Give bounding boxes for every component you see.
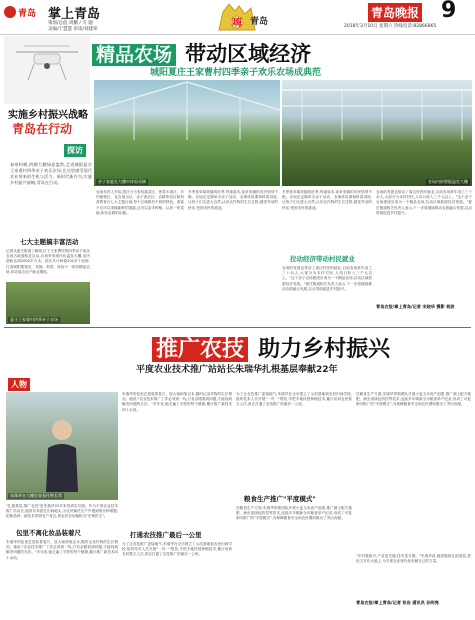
masthead-bar (0, 0, 475, 35)
story1-headline-green: 精品农场 (92, 44, 176, 66)
farm-small-photo (6, 282, 90, 324)
story2-col5: 在粮食生产方面,朱瑞华带领团队开展小麦玉米高产创建,推广测土配方施肥、病虫害绿色防控等技术,连续多年刷新全市粮食单产纪录,形成了可复制可推广的"平度模式",为保障粮食安全和农民增收做出了突出贡献。 (356, 392, 471, 407)
story2-intro: "扎根基层,推广农技"是朱瑞华22年来的真实写照。作为平度农业技术推广站站长,她常年奔波在田间地头,为农民解决生产中遇到的各种难题,把新品种、新技术带到农户身边,被农民亲切地称为"庄稼医生"。 (6, 504, 118, 519)
story2-col3b: 为了让农技推广更接地气,朱瑞华在全市建立了示范基地和农民田间学校,组织技术人员开展"一对一"帮扶,手把手地传授种植技术,累计培训农民数万人次,真正打通了农技推广的最后一公里。 (236, 392, 352, 407)
portrait-photo (6, 392, 118, 500)
editor-line-2: 美编/于慧慧 审读/刘建荣 (48, 27, 98, 32)
story2-headline-red: 推广农技 (152, 337, 248, 362)
story1-byline: 青岛农报/掌上青岛/记者 宋晓华 摄影 杨波 (376, 304, 455, 309)
paper-name: 青岛晚报 (368, 3, 422, 22)
story1-subheadline: 城阳夏庄王家曹村四季亲子欢乐农场成典范 (150, 68, 322, 78)
person-icon (6, 392, 118, 500)
story1-tag: 探访 (64, 144, 86, 157)
story1-col2: 农场负责人介绍,园区分为有机蔬菜区、热带水果区、多肉植物区、花卉展示区、亲子游乐区、农耕体验区和科普教育区七大主题区域,每个区域都有不同的特色。游客不仅可以采摘新鲜的果蔬,还可以亲手种植、认养一块菜地,体验农耕的乐趣。 (96, 190, 184, 215)
app-logo[interactable] (4, 5, 42, 20)
app-name: 青岛 (18, 9, 37, 19)
story2-byline: 青岛农报/掌上青岛/记者 张岩 通讯员 孙明亮 (356, 600, 439, 605)
date-line: 2018年3月10日 星期六 热线电话:82866865 (344, 24, 437, 29)
greenhouse-photo-1-caption: 亲子家庭在大棚中体验采摘 (98, 179, 146, 184)
masthead-title: 掌上青岛 (48, 7, 101, 22)
app-logo-icon (4, 6, 16, 18)
story1-intro: 春寒料峭,两侧大棚绿意盎然,走进城阳夏庄王家曹村四季亲子欢乐农场,在这里感受现代农业带来的生机与活力。新时代新作为,实施乡村振兴战略,青岛在行动。 (10, 162, 92, 185)
section-name: 青岛 (250, 17, 269, 27)
story1-section-head-2: 拉动经济带动村民就业 (290, 255, 355, 263)
story2-subheadline: 平度农业技术推广站站长朱瑞华扎根基层奉献22年 (136, 365, 338, 375)
story2-headline (152, 332, 391, 362)
side-title-1: 实施乡村振兴战略 (8, 110, 88, 121)
farm-small-photo-caption: 夏庄王家曹村四季亲子农场 (10, 317, 58, 322)
story1-headline-black: 带动区域经济 (185, 42, 312, 66)
section-badge-char: 嗨 (232, 18, 242, 29)
greenhouse-photo-1 (94, 80, 280, 186)
drone-icon (4, 36, 90, 104)
story1-section-head: 七大主题搞丰富活动 (20, 238, 79, 246)
story1-col3: 冬季是草莓采摘的旺季,每逢周末,前来采摘的市民络绎不绝。农场还定期举办亲子活动、农事体验课和科普讲座,让孩子们走进大自然,认识农作物的生长过程,感受劳动的快乐,受到市民的欢迎。 (188, 190, 278, 210)
greenhouse-frame-icon (94, 80, 280, 186)
story2-col4: 在粮食生产方面,朱瑞华带领团队开展小麦玉米高产创建,推广测土配方施肥、病虫害绿色防控等技术,连续多年刷新全市粮食单产纪录,形成了可复制可推广的"平度模式",为保障粮食安全和农民增收做出了突出贡献。 (236, 506, 352, 521)
story2-col2: 朱瑞华的包里总是装着卷尺、放大镜和笔记本,随时记录作物的生长情况。她说:"农业技术推广工作必须到一线,只有亲眼看到问题,才能找到解决问题的办法。"多年来,她走遍了平度的每个镇街,累计推广新技术四十余项。 (6, 540, 118, 560)
story2-tag: 人物 (8, 378, 30, 391)
story2-section-head-2: 打通农技推广最后一公里 (130, 531, 202, 539)
story2-section-head-3: 粮食生产推广"平度模式" (244, 495, 316, 503)
story2-col2b: 朱瑞华的包里总是装着卷尺、放大镜和笔记本,随时记录作物的生长情况。她说:"农业技术推广工作必须到一线,只有亲眼看到问题,才能找到解决问题的办法。"多年来,她走遍了平度的每个镇街,累计推广新技术四十余项。 (122, 392, 232, 412)
portrait-photo-caption: 朱瑞华在大棚里查看作物长势 (10, 493, 62, 498)
greenhouse-photo-2 (282, 80, 472, 186)
story2-col3: 为了让农技推广更接地气,朱瑞华在全市建立了示范基地和农民田间学校,组织技术人员开展"一对一"帮扶,手把手地传授种植技术,累计培训农民数万人次,真正打通了农技推广的最后一公里。 (122, 542, 232, 557)
story1-col5: 农场的发展也带动了周边村民的就业,目前农场常年用工三十余人,大部分为本村村民,人均月收入三千元以上。"这个亲子农场建成后成为一个精品农场,拉动区域旅游经济发展。"夏庄街道相关负责人表示,下一步将继续推动农旅融合发展,以点带面促进乡村振兴。 (376, 190, 472, 215)
side-title-2: 青岛在行动 (12, 122, 73, 136)
story2-headline-black: 助力乡村振兴 (258, 337, 391, 362)
drone-photo (4, 36, 90, 104)
story1-col4-a: 冬季是草莓采摘的旺季,每逢周末,前来采摘的市民络绎不绝。农场还定期举办亲子活动、农事体验课和科普讲座,让孩子们走进大自然,认识农作物的生长过程,感受劳动的快乐,受到市民的欢迎。 (282, 190, 372, 210)
story2-col5b: "乡村要振兴,产业是关键,技术是支撑。"朱瑞华说,她将继续扎根基层,把论文写在大地上,为平度农业现代化贡献自己的力量。 (356, 554, 471, 564)
greenhouse-photo-2-caption: 农场内的智能温室大棚 (428, 179, 468, 184)
page-number: 9 (441, 0, 457, 23)
story1-headline (92, 38, 312, 66)
story1-col1: 记者从夏庄街道了解到,位于王家曹村的四季亲子欢乐农场占地面积近百亩,农场采用现代化温室大棚,室内面积达到2000平方米。园区共计种植200多个品种,打造城阳集观光、采摘、科普、休闲于一体的精品农场,带动周边农户就业增收。 (6, 249, 90, 274)
story2-section-head: 包里不离化妆品装着尺 (16, 529, 81, 537)
editor-line-1: 策划/总值 周鹏 / 专 题 (48, 21, 93, 26)
story1-col4: 农场的发展也带动了周边村民的就业,目前农场常年用工三十余人,大部分为本村村民,人均月收入三千元以上。"这个亲子农场建成后成为一个精品农场,拉动区域旅游经济发展。"夏庄街道相关负责人表示,下一步将继续推动农旅融合发展,以点带面促进乡村振兴。 (282, 266, 372, 291)
story-divider (4, 327, 471, 328)
greenhouse-roof-icon (282, 80, 472, 186)
